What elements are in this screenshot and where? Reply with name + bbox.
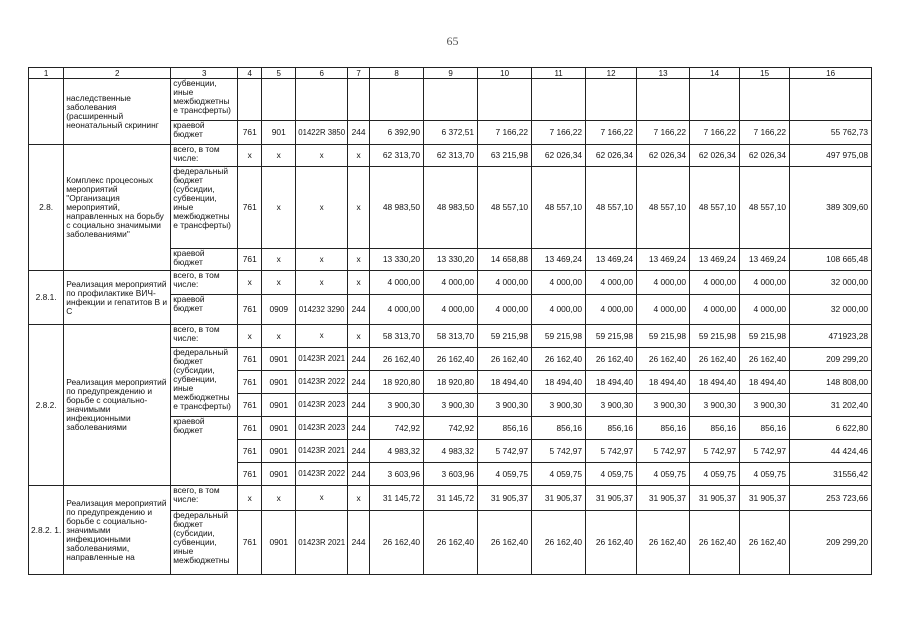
column-number-cell: 14 — [690, 68, 740, 79]
section-code-cell: x — [262, 167, 296, 249]
year-value-cell: 26 162,40 — [740, 511, 790, 575]
year-value-cell: 5 742,97 — [740, 440, 790, 463]
item-number-cell: 2.8. — [29, 145, 64, 271]
empty-cell — [262, 79, 296, 121]
grbs-code-cell: 761 — [238, 167, 262, 249]
total-value-cell: 497 975,08 — [790, 145, 872, 167]
budget-table — [28, 67, 872, 575]
year-value-cell: 31 905,37 — [532, 486, 586, 511]
year-value-cell: 5 742,97 — [532, 440, 586, 463]
year-value-cell: 26 162,40 — [586, 348, 637, 371]
total-value-cell: 32 000,00 — [790, 271, 872, 295]
year-value-cell: 31 905,37 — [586, 486, 637, 511]
year-value-cell: 4 000,00 — [424, 271, 478, 295]
grbs-code-cell: 761 — [238, 394, 262, 417]
grbs-code-cell: 761 — [238, 511, 262, 575]
year-value-cell: 5 742,97 — [478, 440, 532, 463]
total-value-cell: 209 299,20 — [790, 511, 872, 575]
table-row — [29, 486, 872, 511]
section-code-cell: x — [262, 271, 296, 295]
total-value-cell: 31 202,40 — [790, 394, 872, 417]
year-value-cell: 26 162,40 — [690, 511, 740, 575]
year-value-cell: 7 166,22 — [740, 121, 790, 145]
total-value-cell: 209 299,20 — [790, 348, 872, 371]
year-value-cell: 856,16 — [478, 417, 532, 440]
target-article-cell: 01423R 2021 — [296, 440, 348, 463]
year-value-cell: 26 162,40 — [690, 348, 740, 371]
target-article-cell: x — [296, 167, 348, 249]
column-number-cell: 5 — [262, 68, 296, 79]
item-number-cell: 2.8.2. 1. — [29, 486, 64, 575]
item-name-cell: Комплекс процесоных мероприятий "Организация мероприятий, направленных на борьбу с социально значимыми заболеваниями" — [64, 145, 171, 271]
year-value-cell: 3 900,30 — [478, 394, 532, 417]
section-code-cell: 0901 — [262, 463, 296, 486]
year-value-cell: 59 215,98 — [637, 325, 690, 348]
item-number-cell — [29, 79, 64, 145]
empty-cell — [238, 79, 262, 121]
section-code-cell: 0901 — [262, 417, 296, 440]
funding-source-cell: всего, в том числе: — [171, 145, 238, 167]
year-value-cell: 3 900,30 — [532, 394, 586, 417]
empty-cell — [690, 79, 740, 121]
column-number-cell: 11 — [532, 68, 586, 79]
section-code-cell: x — [262, 145, 296, 167]
year-value-cell: 3 900,30 — [740, 394, 790, 417]
empty-cell — [790, 79, 872, 121]
target-article-cell: 01423R 2022 — [296, 371, 348, 394]
funding-source-cell: всего, в том числе: — [171, 271, 238, 295]
expense-type-cell: x — [348, 325, 370, 348]
total-value-cell: 44 424,46 — [790, 440, 872, 463]
expense-type-cell: x — [348, 271, 370, 295]
grbs-code-cell: 761 — [238, 121, 262, 145]
section-code-cell: 901 — [262, 121, 296, 145]
year-value-cell: 4 000,00 — [690, 271, 740, 295]
year-value-cell: 7 166,22 — [586, 121, 637, 145]
year-value-cell: 59 215,98 — [690, 325, 740, 348]
year-value-cell: 31 145,72 — [424, 486, 478, 511]
total-value-cell: 389 309,60 — [790, 167, 872, 249]
year-value-cell: 48 557,10 — [586, 167, 637, 249]
year-value-cell: 62 026,34 — [690, 145, 740, 167]
year-value-cell: 6 392,90 — [370, 121, 424, 145]
section-code-cell: 0901 — [262, 394, 296, 417]
item-number-cell: 2.8.2. — [29, 325, 64, 486]
year-value-cell: 3 900,30 — [637, 394, 690, 417]
year-value-cell: 18 494,40 — [740, 371, 790, 394]
year-value-cell: 3 900,30 — [690, 394, 740, 417]
grbs-code-cell: 761 — [238, 348, 262, 371]
funding-source-cell: всего, в том числе: — [171, 325, 238, 348]
target-article-cell: 01423R 2022 — [296, 463, 348, 486]
total-value-cell: 6 622,80 — [790, 417, 872, 440]
expense-type-cell: 244 — [348, 295, 370, 325]
year-value-cell: 26 162,40 — [586, 511, 637, 575]
year-value-cell: 62 026,34 — [740, 145, 790, 167]
year-value-cell: 48 557,10 — [690, 167, 740, 249]
expense-type-cell: 244 — [348, 394, 370, 417]
year-value-cell: 856,16 — [690, 417, 740, 440]
year-value-cell: 4 000,00 — [532, 271, 586, 295]
year-value-cell: 26 162,40 — [424, 511, 478, 575]
year-value-cell: 4 983,32 — [370, 440, 424, 463]
target-article-cell: x — [296, 271, 348, 295]
grbs-code-cell: 761 — [238, 440, 262, 463]
year-value-cell: 4 000,00 — [637, 295, 690, 325]
column-number-cell: 15 — [740, 68, 790, 79]
funding-source-cell: всего, в том числе: — [171, 486, 238, 511]
table-row — [29, 68, 872, 79]
expense-type-cell: x — [348, 167, 370, 249]
year-value-cell: 3 900,30 — [370, 394, 424, 417]
empty-cell — [637, 79, 690, 121]
year-value-cell: 3 900,30 — [586, 394, 637, 417]
section-code-cell: x — [262, 486, 296, 511]
expense-type-cell: 244 — [348, 511, 370, 575]
year-value-cell: 13 469,24 — [690, 249, 740, 271]
year-value-cell: 18 494,40 — [478, 371, 532, 394]
table-row — [29, 145, 872, 167]
year-value-cell: 13 469,24 — [740, 249, 790, 271]
year-value-cell: 4 000,00 — [740, 271, 790, 295]
column-number-cell: 10 — [478, 68, 532, 79]
year-value-cell: 13 469,24 — [532, 249, 586, 271]
year-value-cell: 18 920,80 — [370, 371, 424, 394]
year-value-cell: 5 742,97 — [586, 440, 637, 463]
year-value-cell: 5 742,97 — [690, 440, 740, 463]
year-value-cell: 26 162,40 — [370, 511, 424, 575]
target-article-cell: x — [296, 249, 348, 271]
column-number-cell: 12 — [586, 68, 637, 79]
year-value-cell: 26 162,40 — [740, 348, 790, 371]
funding-source-cell: федеральный бюджет (субсидии, субвенции, иные межбюджетны — [171, 511, 238, 575]
year-value-cell: 62 026,34 — [637, 145, 690, 167]
column-number-cell: 7 — [348, 68, 370, 79]
year-value-cell: 4 000,00 — [690, 295, 740, 325]
empty-cell — [478, 79, 532, 121]
section-code-cell: 0901 — [262, 348, 296, 371]
column-number-cell: 4 — [238, 68, 262, 79]
year-value-cell: 3 603,96 — [370, 463, 424, 486]
year-value-cell: 7 166,22 — [532, 121, 586, 145]
year-value-cell: 59 215,98 — [740, 325, 790, 348]
empty-cell — [296, 79, 348, 121]
year-value-cell: 4 059,75 — [740, 463, 790, 486]
grbs-code-cell: x — [238, 325, 262, 348]
funding-source-cell: федеральный бюджет (субсидии, субвенции, иные межбюджетны е трансферты) — [171, 348, 238, 417]
funding-source-cell: краевой бюджет — [171, 249, 238, 271]
year-value-cell: 18 494,40 — [637, 371, 690, 394]
year-value-cell: 13 469,24 — [637, 249, 690, 271]
year-value-cell: 59 215,98 — [586, 325, 637, 348]
grbs-code-cell: x — [238, 486, 262, 511]
year-value-cell: 4 983,32 — [424, 440, 478, 463]
year-value-cell: 7 166,22 — [690, 121, 740, 145]
year-value-cell: 26 162,40 — [424, 348, 478, 371]
year-value-cell: 62 026,34 — [586, 145, 637, 167]
year-value-cell: 62 026,34 — [532, 145, 586, 167]
year-value-cell: 4 059,75 — [532, 463, 586, 486]
expense-type-cell: 244 — [348, 440, 370, 463]
year-value-cell: 62 313,70 — [424, 145, 478, 167]
funding-source-cell: федеральный бюджет (субсидии, субвенции, иные межбюджетны е трансферты) — [171, 167, 238, 249]
empty-cell — [532, 79, 586, 121]
year-value-cell: 59 215,98 — [478, 325, 532, 348]
year-value-cell: 4 059,75 — [637, 463, 690, 486]
target-article-cell: 01423R 2021 — [296, 511, 348, 575]
year-value-cell: 58 313,70 — [424, 325, 478, 348]
year-value-cell: 62 313,70 — [370, 145, 424, 167]
year-value-cell: 13 330,20 — [370, 249, 424, 271]
funding-source-cell: краевой бюджет — [171, 121, 238, 145]
grbs-code-cell: 761 — [238, 295, 262, 325]
column-number-cell: 9 — [424, 68, 478, 79]
total-value-cell: 31556,42 — [790, 463, 872, 486]
grbs-code-cell: x — [238, 145, 262, 167]
section-code-cell: x — [262, 249, 296, 271]
column-number-cell: 2 — [64, 68, 171, 79]
total-value-cell: 148 808,00 — [790, 371, 872, 394]
year-value-cell: 3 603,96 — [424, 463, 478, 486]
total-value-cell: 108 665,48 — [790, 249, 872, 271]
section-code-cell: 0901 — [262, 511, 296, 575]
expense-type-cell: 244 — [348, 463, 370, 486]
column-number-cell: 3 — [171, 68, 238, 79]
year-value-cell: 4 000,00 — [478, 295, 532, 325]
year-value-cell: 26 162,40 — [478, 511, 532, 575]
year-value-cell: 742,92 — [370, 417, 424, 440]
section-code-cell: 0901 — [262, 371, 296, 394]
target-article-cell: x — [296, 325, 348, 348]
column-number-cell: 1 — [29, 68, 64, 79]
grbs-code-cell: 761 — [238, 249, 262, 271]
expense-type-cell: 244 — [348, 121, 370, 145]
expense-type-cell: x — [348, 249, 370, 271]
year-value-cell: 7 166,22 — [478, 121, 532, 145]
year-value-cell: 26 162,40 — [370, 348, 424, 371]
item-number-cell: 2.8.1. — [29, 271, 64, 325]
year-value-cell: 58 313,70 — [370, 325, 424, 348]
item-name-cell: наследственные заболевания (расширенный неонатальный скрининг — [64, 79, 171, 145]
expense-type-cell: 244 — [348, 371, 370, 394]
year-value-cell: 4 000,00 — [370, 271, 424, 295]
column-number-cell: 16 — [790, 68, 872, 79]
expense-type-cell: 244 — [348, 417, 370, 440]
target-article-cell: 01422R 3850 — [296, 121, 348, 145]
year-value-cell: 4 059,75 — [478, 463, 532, 486]
year-value-cell: 26 162,40 — [478, 348, 532, 371]
year-value-cell: 856,16 — [586, 417, 637, 440]
year-value-cell: 26 162,40 — [532, 511, 586, 575]
year-value-cell: 13 469,24 — [586, 249, 637, 271]
year-value-cell: 4 059,75 — [690, 463, 740, 486]
expense-type-cell: x — [348, 145, 370, 167]
total-value-cell: 55 762,73 — [790, 121, 872, 145]
year-value-cell: 48 983,50 — [370, 167, 424, 249]
grbs-code-cell: 761 — [238, 371, 262, 394]
year-value-cell: 3 900,30 — [424, 394, 478, 417]
year-value-cell: 18 494,40 — [532, 371, 586, 394]
year-value-cell: 856,16 — [740, 417, 790, 440]
year-value-cell: 7 166,22 — [637, 121, 690, 145]
year-value-cell: 59 215,98 — [532, 325, 586, 348]
section-code-cell: 0901 — [262, 440, 296, 463]
year-value-cell: 48 557,10 — [478, 167, 532, 249]
funding-source-cell: краевой бюджет — [171, 417, 238, 486]
table-row — [29, 325, 872, 348]
year-value-cell: 856,16 — [637, 417, 690, 440]
year-value-cell: 48 557,10 — [740, 167, 790, 249]
year-value-cell: 48 557,10 — [532, 167, 586, 249]
target-article-cell: x — [296, 145, 348, 167]
year-value-cell: 48 557,10 — [637, 167, 690, 249]
target-article-cell: 01423R 2023 — [296, 417, 348, 440]
year-value-cell: 31 905,37 — [478, 486, 532, 511]
year-value-cell: 31 905,37 — [740, 486, 790, 511]
column-number-cell: 13 — [637, 68, 690, 79]
total-value-cell: 32 000,00 — [790, 295, 872, 325]
target-article-cell: x — [296, 486, 348, 511]
year-value-cell: 4 059,75 — [586, 463, 637, 486]
funding-source-cell: краевой бюджет — [171, 295, 238, 325]
year-value-cell: 31 905,37 — [690, 486, 740, 511]
item-name-cell: Реализация мероприятий по предупреждению и борьбе с социально-значимыми инфекционными заболеваниями, направленные на — [64, 486, 171, 575]
target-article-cell: 01423R 2023 — [296, 394, 348, 417]
page-number: 65 — [446, 34, 459, 48]
year-value-cell: 742,92 — [424, 417, 478, 440]
year-value-cell: 31 905,37 — [637, 486, 690, 511]
empty-cell — [586, 79, 637, 121]
grbs-code-cell: 761 — [238, 417, 262, 440]
year-value-cell: 14 658,88 — [478, 249, 532, 271]
expense-type-cell: x — [348, 486, 370, 511]
year-value-cell: 63 215,98 — [478, 145, 532, 167]
year-value-cell: 856,16 — [532, 417, 586, 440]
year-value-cell: 4 000,00 — [370, 295, 424, 325]
table-row — [29, 271, 872, 295]
expense-type-cell: 244 — [348, 348, 370, 371]
target-article-cell: 01423R 2021 — [296, 348, 348, 371]
year-value-cell: 4 000,00 — [740, 295, 790, 325]
year-value-cell: 4 000,00 — [586, 295, 637, 325]
empty-cell — [370, 79, 424, 121]
year-value-cell: 4 000,00 — [637, 271, 690, 295]
section-code-cell: 0909 — [262, 295, 296, 325]
item-name-cell: Реализация мероприятий по профилактике ВИЧ-инфекции и гепатитов В и С — [64, 271, 171, 325]
column-number-cell: 6 — [296, 68, 348, 79]
empty-cell — [348, 79, 370, 121]
year-value-cell: 13 330,20 — [424, 249, 478, 271]
grbs-code-cell: x — [238, 271, 262, 295]
funding-source-cell: субвенции, иные межбюджетны е трансферты) — [171, 79, 238, 121]
year-value-cell: 26 162,40 — [532, 348, 586, 371]
year-value-cell: 4 000,00 — [478, 271, 532, 295]
year-value-cell: 18 494,40 — [586, 371, 637, 394]
item-name-cell: Реализация мероприятий по предупреждению и борьбе с социально-значимыми инфекционными заболеваниями — [64, 325, 171, 486]
empty-cell — [424, 79, 478, 121]
target-article-cell: 014232 3290 — [296, 295, 348, 325]
year-value-cell: 4 000,00 — [586, 271, 637, 295]
year-value-cell: 4 000,00 — [532, 295, 586, 325]
year-value-cell: 5 742,97 — [637, 440, 690, 463]
empty-cell — [740, 79, 790, 121]
year-value-cell: 31 145,72 — [370, 486, 424, 511]
column-number-cell: 8 — [370, 68, 424, 79]
total-value-cell: 471923,28 — [790, 325, 872, 348]
year-value-cell: 26 162,40 — [637, 511, 690, 575]
year-value-cell: 26 162,40 — [637, 348, 690, 371]
section-code-cell: x — [262, 325, 296, 348]
year-value-cell: 6 372,51 — [424, 121, 478, 145]
year-value-cell: 4 000,00 — [424, 295, 478, 325]
total-value-cell: 253 723,66 — [790, 486, 872, 511]
year-value-cell: 18 494,40 — [690, 371, 740, 394]
grbs-code-cell: 761 — [238, 463, 262, 486]
year-value-cell: 18 920,80 — [424, 371, 478, 394]
table-row — [29, 79, 872, 121]
year-value-cell: 48 983,50 — [424, 167, 478, 249]
